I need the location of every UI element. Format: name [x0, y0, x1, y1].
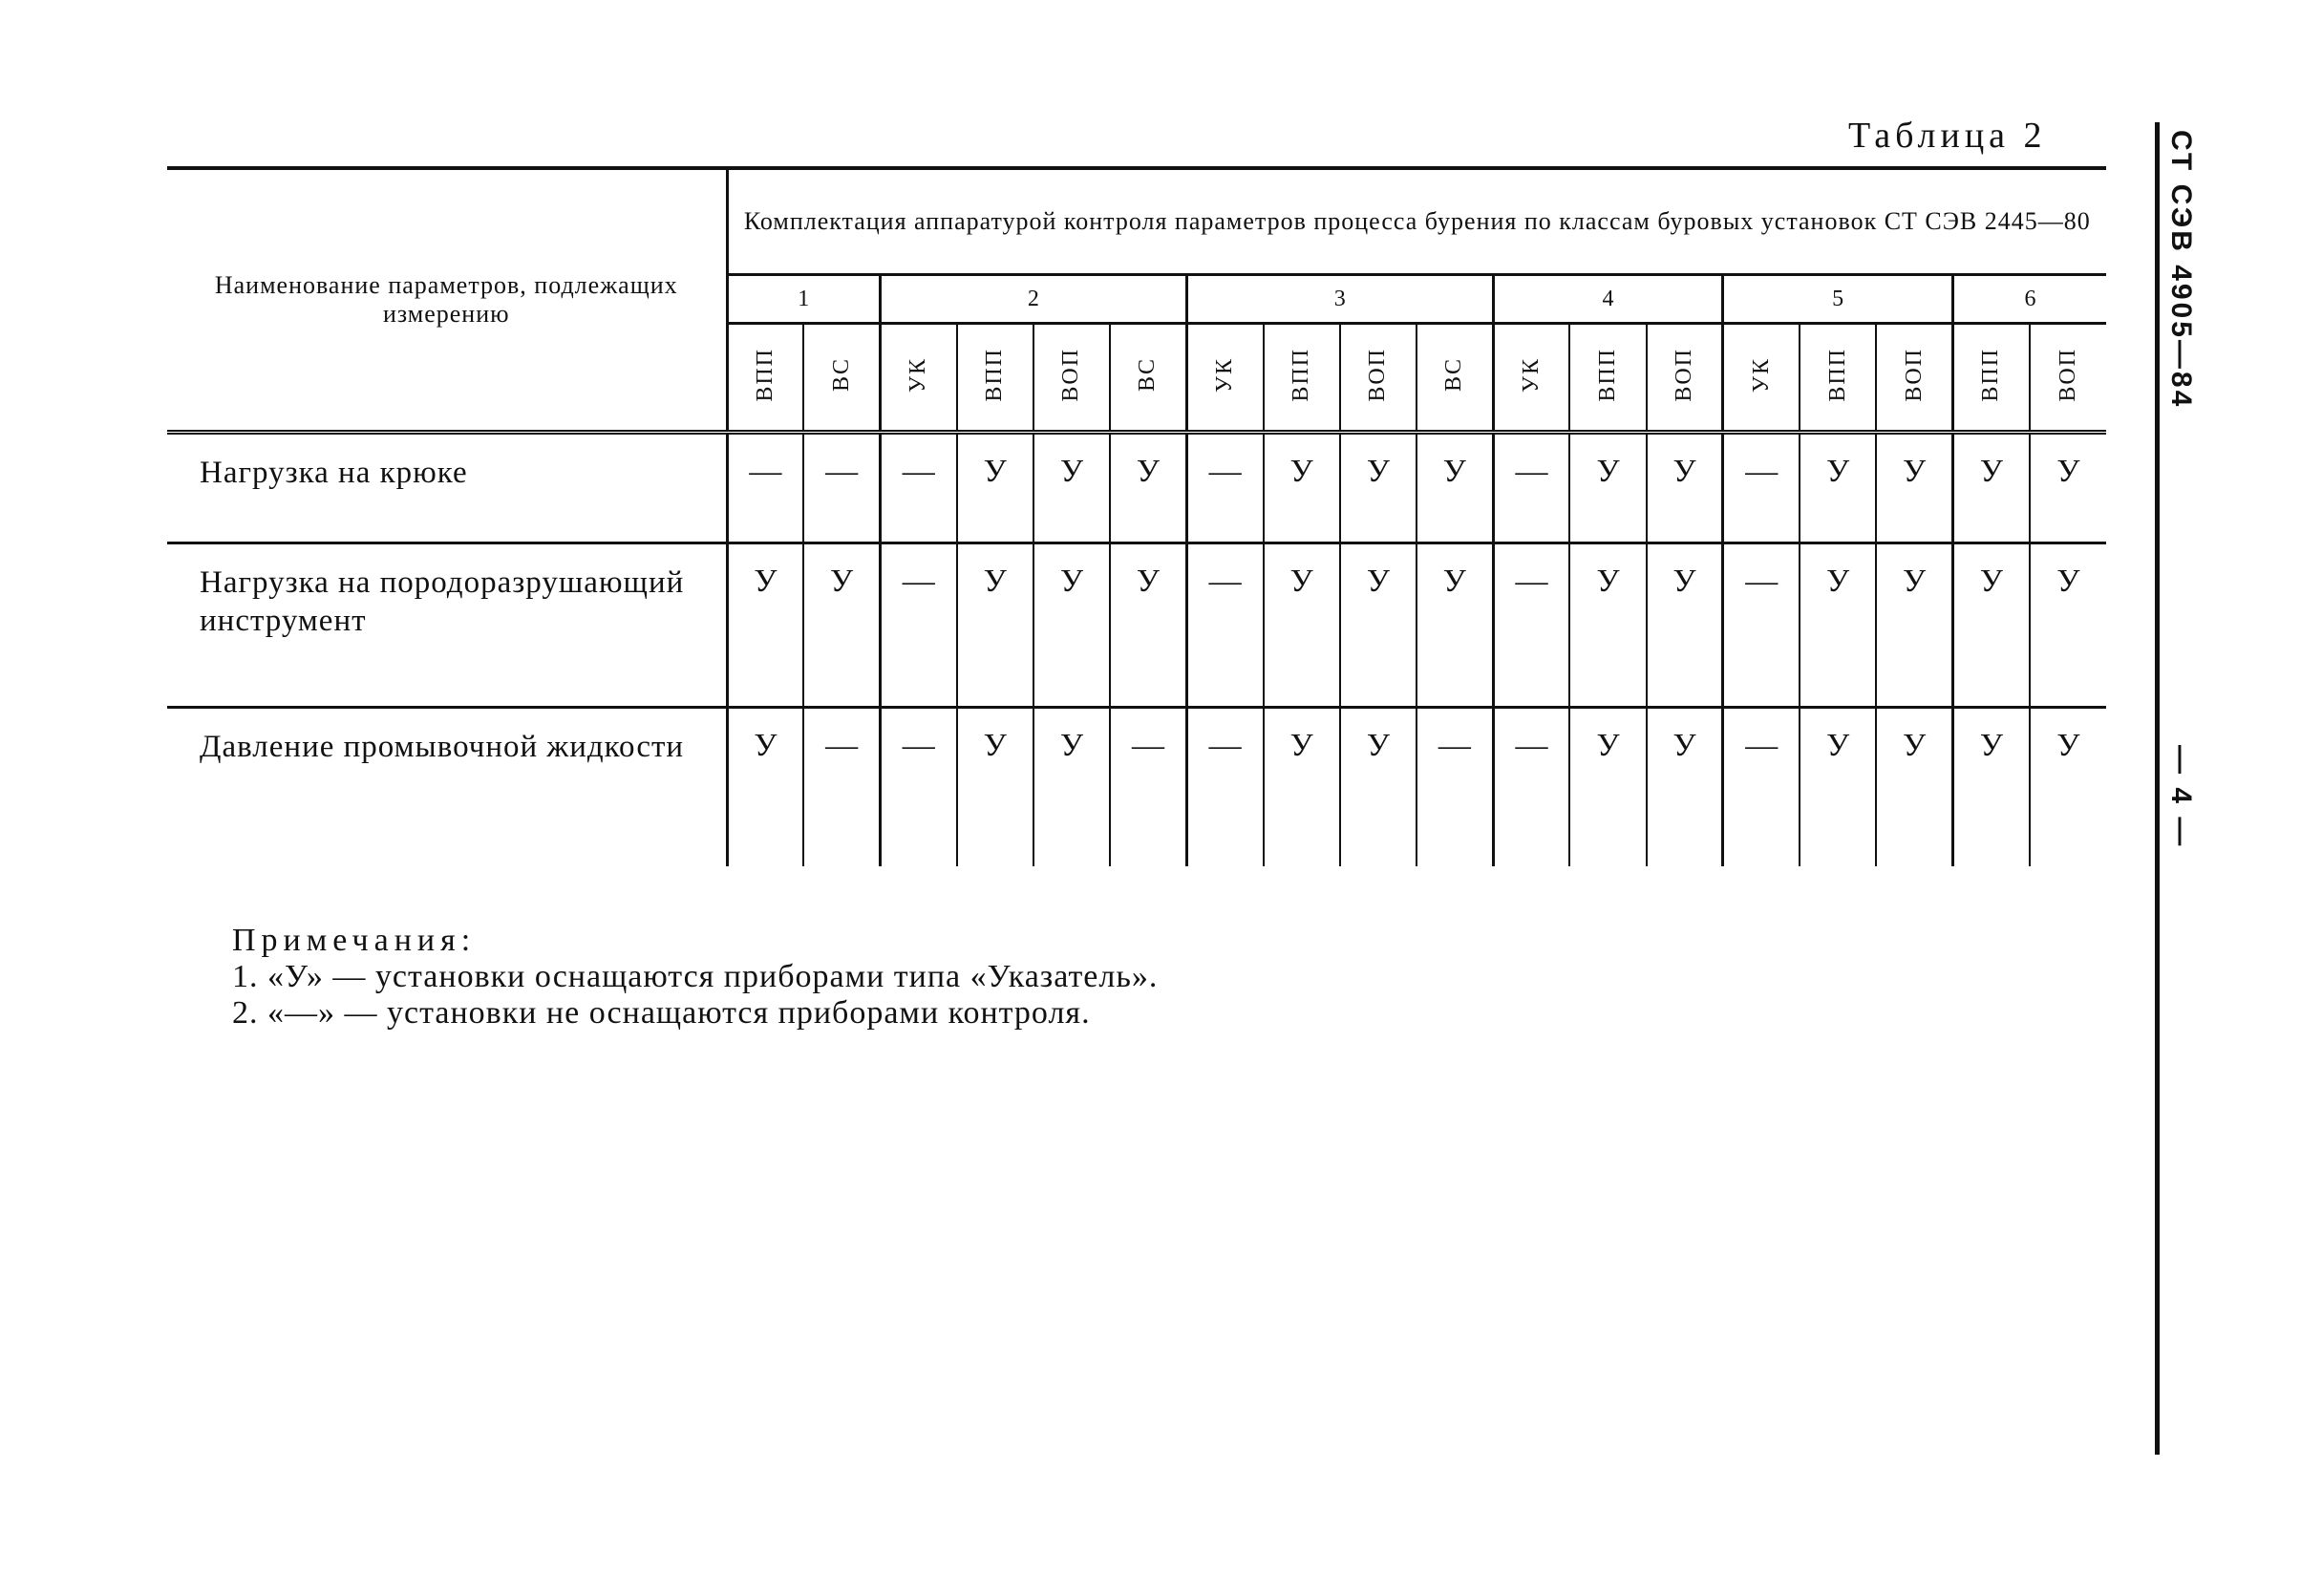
table-cell: —	[1493, 708, 1569, 866]
sub-header	[1953, 324, 2030, 433]
sub-header	[727, 324, 803, 433]
table-cell: У	[2056, 728, 2080, 763]
table-cell: —	[803, 433, 880, 543]
page-margin-line	[2155, 122, 2160, 1455]
row-name	[167, 543, 727, 708]
sub-header	[1647, 324, 1723, 433]
sub-header-label: ВС	[828, 357, 854, 393]
table-cell: У	[1569, 543, 1646, 708]
table-caption: Таблица 2	[1848, 116, 2047, 156]
table-cell: У	[1953, 543, 2030, 708]
sub-header-label: ВОП	[1901, 348, 1927, 402]
sub-header-label: УК	[1748, 357, 1774, 393]
equipment-table	[167, 166, 2106, 866]
sub-header	[1493, 324, 1569, 433]
table-row	[167, 543, 2106, 708]
table-cell: У	[803, 543, 880, 708]
table-cell: —	[1417, 708, 1493, 866]
table-cell: —	[1493, 543, 1569, 708]
sub-header	[880, 324, 956, 433]
sub-header-label: УК	[1519, 357, 1544, 393]
sub-header	[1033, 324, 1110, 433]
table-cell: У	[1647, 433, 1723, 543]
table-cell: У	[1647, 543, 1723, 708]
sub-header	[957, 324, 1033, 433]
table-cell: —	[1723, 708, 1800, 866]
table-cell: У	[727, 543, 803, 708]
table-cell: —	[1186, 543, 1263, 708]
table-cell: У	[1876, 543, 1952, 708]
row-name-text: Нагрузка на крюке	[200, 456, 468, 490]
class-header-2: 2	[880, 275, 1186, 324]
table-cell: У	[1340, 708, 1417, 866]
table-cell: У	[2030, 433, 2106, 543]
table-cell: —	[880, 708, 956, 866]
notes-title: Примечания:	[232, 923, 477, 958]
group-header: Комплектация аппаратурой контроля параметров процесса бурения по классам буровых установок СТ СЭВ 2445—80	[727, 168, 2106, 275]
table-cell: У	[1033, 708, 1110, 866]
sub-header-label: ВОП	[2055, 348, 2080, 402]
row-name-text: Давление промывочной жидкости	[200, 730, 685, 764]
table-cell: —	[727, 433, 803, 543]
table-cell: У	[957, 708, 1033, 866]
table-cell: У	[1110, 433, 1186, 543]
sub-header-label: ВС	[1441, 357, 1467, 393]
table-cell: —	[1110, 708, 1186, 866]
table-cell: У	[1876, 708, 1952, 866]
sub-header-label: ВПП	[982, 348, 1008, 402]
table-cell: У	[1340, 433, 1417, 543]
table-cell: У	[1800, 708, 1876, 866]
class-header-4: 4	[1493, 275, 1723, 324]
table-cell: У	[957, 543, 1033, 708]
table-cell: У	[1953, 433, 2030, 543]
sub-header-label: ВОП	[1671, 348, 1696, 402]
table-cell: У	[1033, 433, 1110, 543]
table-cell: У	[1647, 708, 1723, 866]
class-header-1: 1	[727, 275, 880, 324]
table-cell: У	[1264, 543, 1340, 708]
sub-header-label: ВПП	[1824, 348, 1850, 402]
table-cell: —	[803, 708, 880, 866]
table-cell: У	[957, 433, 1033, 543]
sub-header	[1417, 324, 1493, 433]
table-cell: У	[1569, 433, 1646, 543]
sub-header-label: ВПП	[1289, 348, 1314, 402]
table-cell: —	[880, 543, 956, 708]
sub-header	[803, 324, 880, 433]
row-name-text: Нагрузка на породоразрушающий инструмент	[200, 565, 685, 638]
sub-header-label: ВОП	[1058, 348, 1084, 402]
sub-header-label: УК	[905, 357, 931, 393]
sub-header-label: УК	[1212, 357, 1238, 393]
param-header: Наименование параметров, подлежащих измерению	[167, 168, 727, 433]
sub-header-label: ВОП	[1365, 348, 1391, 402]
table-cell: У	[1417, 433, 1493, 543]
class-header-6: 6	[1953, 275, 2107, 324]
sub-header	[1723, 324, 1800, 433]
sub-header	[1340, 324, 1417, 433]
sub-header	[2030, 324, 2106, 433]
table-cell: У	[1417, 543, 1493, 708]
standard-code: СТ СЭВ 4905—84	[2165, 130, 2197, 410]
table-cell: У	[727, 708, 803, 866]
table-cell: —	[1186, 433, 1263, 543]
sub-header	[1800, 324, 1876, 433]
sub-header-label: ВПП	[752, 348, 778, 402]
table-cell: —	[1186, 708, 1263, 866]
sub-header	[1110, 324, 1186, 433]
table-cell: У	[1876, 433, 1952, 543]
table-row	[167, 708, 2106, 866]
table-cell: У	[1953, 708, 2030, 866]
sub-header	[1264, 324, 1340, 433]
table-row	[167, 433, 2106, 543]
table-cell: У	[1110, 543, 1186, 708]
sub-header	[1186, 324, 1263, 433]
note-item-1: 1. «У» — установки оснащаются приборами типа «Указатель».	[232, 959, 1159, 994]
table-cell: У	[1800, 543, 1876, 708]
table-cell: У	[1264, 433, 1340, 543]
table-cell: У	[1800, 433, 1876, 543]
table-cell: —	[1723, 433, 1800, 543]
sub-header-label: ВПП	[1978, 348, 2004, 402]
sub-header-label: ВПП	[1595, 348, 1621, 402]
notes	[232, 923, 1158, 1032]
sub-header	[1569, 324, 1646, 433]
table-cell: —	[1723, 543, 1800, 708]
table-cell: У	[2030, 543, 2106, 708]
table-cell: У	[1264, 708, 1340, 866]
table-cell: —	[1493, 433, 1569, 543]
note-item-2: 2. «—» — установки не оснащаются приборами контроля.	[232, 995, 1091, 1031]
table-cell: У	[1569, 708, 1646, 866]
class-header-5: 5	[1723, 275, 1953, 324]
class-header-3: 3	[1186, 275, 1493, 324]
sub-header	[1876, 324, 1952, 433]
table-cell: У	[1340, 543, 1417, 708]
table-cell: У	[1033, 543, 1110, 708]
page-number: — 4 —	[2165, 745, 2197, 849]
table-cell: —	[880, 433, 956, 543]
sub-header-label: ВС	[1135, 357, 1161, 393]
row-name	[167, 433, 727, 543]
row-name	[167, 708, 727, 866]
